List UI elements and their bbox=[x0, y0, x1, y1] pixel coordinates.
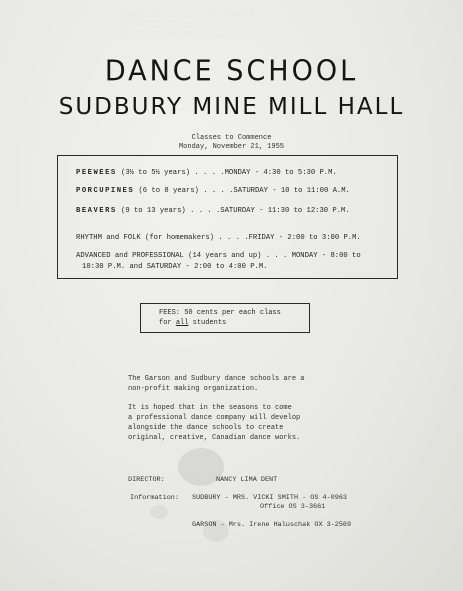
nonprofit-paragraph bbox=[128, 374, 388, 394]
flyer-title: DANCE SCHOOL bbox=[104, 55, 359, 88]
class-schedule: . . . .FRIDAY - 2:00 to 3:00 P.M. bbox=[218, 234, 361, 242]
paragraph-line: The Garson and Sudbury dance schools are a bbox=[128, 375, 305, 383]
fees-line-2-post: students bbox=[188, 319, 227, 327]
class-row-beavers bbox=[76, 207, 350, 215]
paragraph-line: alongside the dance schools to create bbox=[128, 424, 284, 432]
class-schedule: . . . .SATURDAY - 11:30 to 12:30 P.M. bbox=[190, 207, 350, 215]
commence-notice bbox=[0, 134, 463, 152]
class-row-porcupines bbox=[76, 187, 350, 195]
advanced-line-2: 10:30 P.M. and SATURDAY - 2:00 to 4:00 P.M. bbox=[82, 263, 268, 271]
class-name: PORCUPINES bbox=[76, 187, 135, 195]
commence-date: Monday, November 21, 1955 bbox=[178, 143, 285, 151]
class-ages: (for homemakers) bbox=[145, 234, 215, 242]
mission-paragraph bbox=[128, 403, 388, 443]
advanced-line-1: ADVANCED and PROFESSIONAL (14 years and up) . . . MONDAY - 8:00 to bbox=[76, 252, 361, 260]
paper-stain bbox=[150, 505, 168, 519]
class-schedule-box bbox=[57, 155, 398, 279]
garson-contact: GARSON - Mrs. Irene Haluschak OX 3-2569 bbox=[192, 521, 352, 529]
fees-line-2 bbox=[159, 318, 309, 328]
class-row-rhythm-folk bbox=[76, 234, 361, 242]
class-ages: (9 to 13 years) bbox=[121, 207, 186, 215]
fees-underlined-all: all bbox=[175, 319, 189, 327]
class-ages: (6 to 8 years) bbox=[138, 187, 199, 195]
flyer-subtitle: SUDBURY MINE MILL HALL bbox=[58, 94, 405, 120]
paragraph-line: non-profit making organization. bbox=[128, 385, 259, 393]
commence-line-1: Classes to Commence bbox=[191, 134, 272, 142]
bleed-through-texture: ░░░░░░░░░░░░░░░░░░░░░░░░░░ ░░░░░░░░░░░░░░░░░░░░░ ░░░░░░░░░░░░░░░░░░░░░░░░ bbox=[120, 11, 256, 39]
class-name: PEEWEES bbox=[76, 169, 117, 177]
fees-line-2-pre: for bbox=[159, 319, 176, 327]
class-name: BEAVERS bbox=[76, 207, 117, 215]
paragraph-line: original, creative, Canadian dance works. bbox=[128, 434, 301, 442]
class-schedule: . . . .SATURDAY - 10 to 11:00 A.M. bbox=[203, 187, 350, 195]
paragraph-line: It is hoped that in the seasons to come bbox=[128, 404, 292, 412]
fees-line-1: FEES: 50 cents per each class bbox=[159, 309, 281, 317]
class-name: RHYTHM and FOLK bbox=[76, 234, 141, 242]
class-row-advanced bbox=[76, 251, 361, 273]
director-label: DIRECTOR: bbox=[128, 476, 165, 484]
fees-box bbox=[140, 303, 310, 333]
sudbury-contact: SUDBURY - MRS. VICKI SMITH - OS 4-0963 bbox=[192, 494, 347, 502]
director-name: NANCY LIMA DENT bbox=[216, 476, 278, 484]
information-label: Information: bbox=[130, 494, 179, 502]
class-schedule: . . . .MONDAY - 4:30 to 5:30 P.M. bbox=[194, 169, 337, 177]
paragraph-line: a professional dance company will develop bbox=[128, 414, 301, 422]
sudbury-office: Office OS 3-3661 bbox=[260, 503, 326, 511]
class-row-peewees bbox=[76, 169, 337, 177]
class-ages: (3½ to 5½ years) bbox=[121, 169, 191, 177]
